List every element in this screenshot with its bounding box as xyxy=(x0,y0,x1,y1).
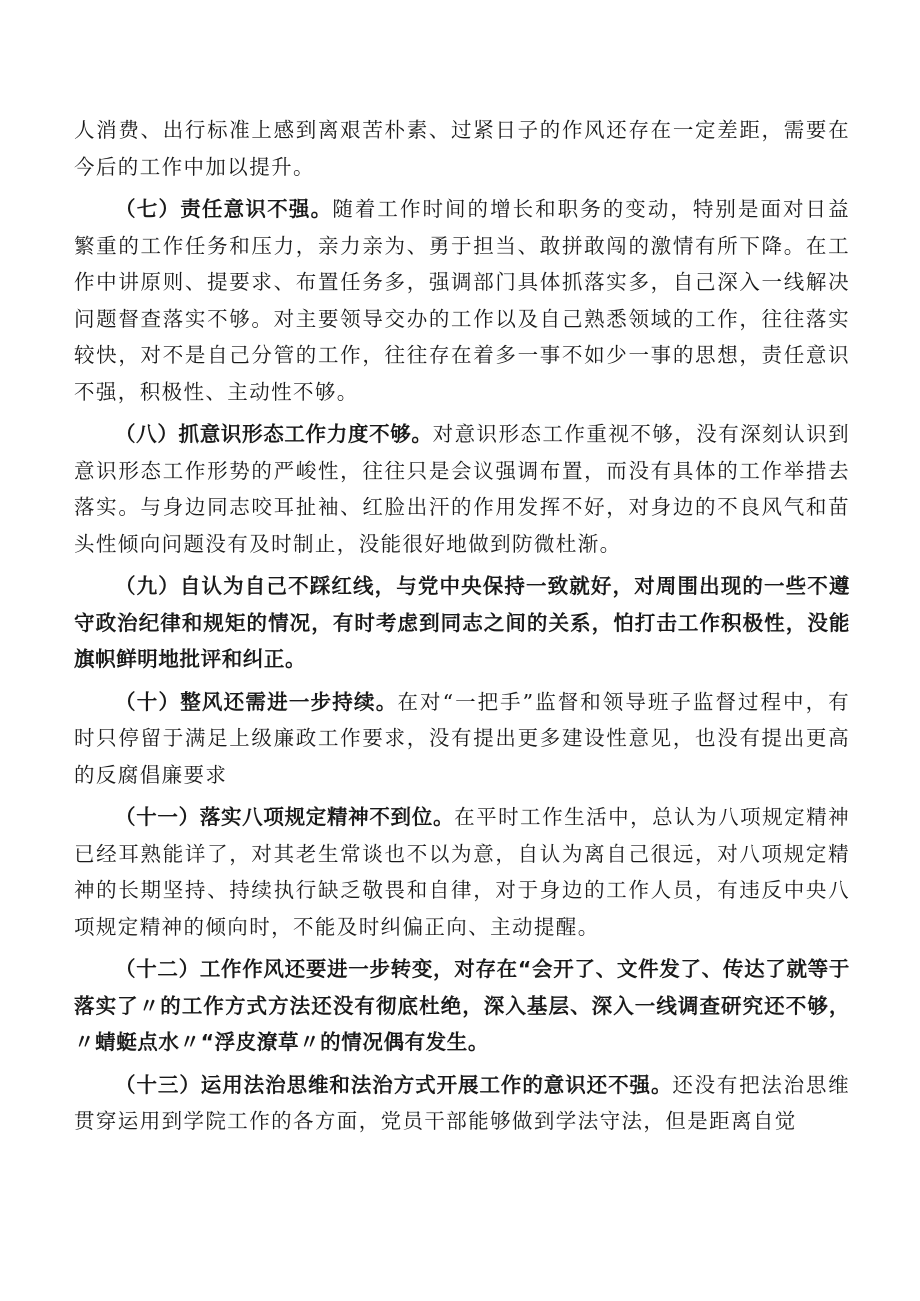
paragraph-continuation xyxy=(74,112,850,185)
paragraph-10 xyxy=(74,684,850,794)
paragraph-body: 在对“一把手”监督和领导班子监督过程中，有时只停留于满足上级廉政工作要求，没有提出更多建设性意见，也没有提出更高的反腐倡廉要求 xyxy=(74,689,850,787)
paragraph-12 xyxy=(74,951,850,1061)
paragraph-body: 还没有把法治思维贯穿运用到学院工作的各方面，党员干部能够做到学法守法，但是距离自觉 xyxy=(74,1072,850,1133)
paragraph-heading: （十三）运用法治思维和法治方式开展工作的意识还不强。 xyxy=(115,1072,673,1097)
document-page xyxy=(74,112,850,1140)
paragraph-body: 人消费、出行标准上感到离艰苦朴素、过紧日子的作风还存在一定差距，需要在今后的工作中加以提升。 xyxy=(74,118,850,179)
paragraph-body: （九）自认为自己不踩红线，与党中央保持一致就好，对周围出现的一些不遵守政治纪律和规矩的情况，有时考虑到同志之间的关系，怕打击工作积极性，没能旗帜鲜明地批评和纠正。 xyxy=(74,574,850,671)
paragraph-heading: （十）整风还需进一步持续。 xyxy=(115,689,398,714)
paragraph-heading: （七）责任意识不强。 xyxy=(115,197,333,221)
paragraph-body: （十二）工作作风还要进一步转变，对存在“会开了、文件发了、传达了就等于落实了〃的工作方式方法还没有彻底杜绝，深入基层、深入一线调查研究还不够，〃蜻蜓点水〃“浮皮潦草〃的情况偶有发生。 xyxy=(74,957,850,1054)
paragraph-13 xyxy=(74,1067,850,1140)
paragraph-7 xyxy=(74,191,850,410)
paragraph-9 xyxy=(74,568,850,678)
paragraph-11 xyxy=(74,799,850,945)
paragraph-body: 随着工作时间的增长和职务的变动，特别是面对日益繁重的工作任务和压力，亲力亲为、勇于担当、敢拼敢闯的激情有所下降。在工作中讲原则、提要求、布置任务多，强调部门具体抓落实多，自己深入一线解决问题督查落实不够。对主要领导交办的工作以及自己熟悉领域的工作，往往落实较快，对不是自己分管的工作，往往存在着多一事不如少一事的思想，责任意识不强，积极性、主动性不够。 xyxy=(74,197,850,404)
paragraph-body: 对意识形态工作重视不够，没有深刻认识到意识形态工作形势的严峻性，往往只是会议强调布置，而没有具体的工作举措去落实。与身边同志咬耳扯袖、红脸出汗的作用发挥不好，对身边的不良风气和苗头性倾向问题没有及时制止，没能很好地做到防微杜渐。 xyxy=(74,422,850,556)
paragraph-body: 在平时工作生活中，总认为八项规定精神已经耳熟能详了，对其老生常谈也不以为意，自认为离自己很远，对八项规定精神的长期坚持、持续执行缺乏敬畏和自律，对于身边的工作人员，有违反中央八项规定精神的倾向时，不能及时纠偏正向、主动提醒。 xyxy=(74,805,850,939)
paragraph-heading: （十一）落实八项规定精神不到位。 xyxy=(115,805,455,829)
paragraph-heading: （八）抓意识形态工作力度不够。 xyxy=(115,422,433,446)
paragraph-8 xyxy=(74,416,850,562)
